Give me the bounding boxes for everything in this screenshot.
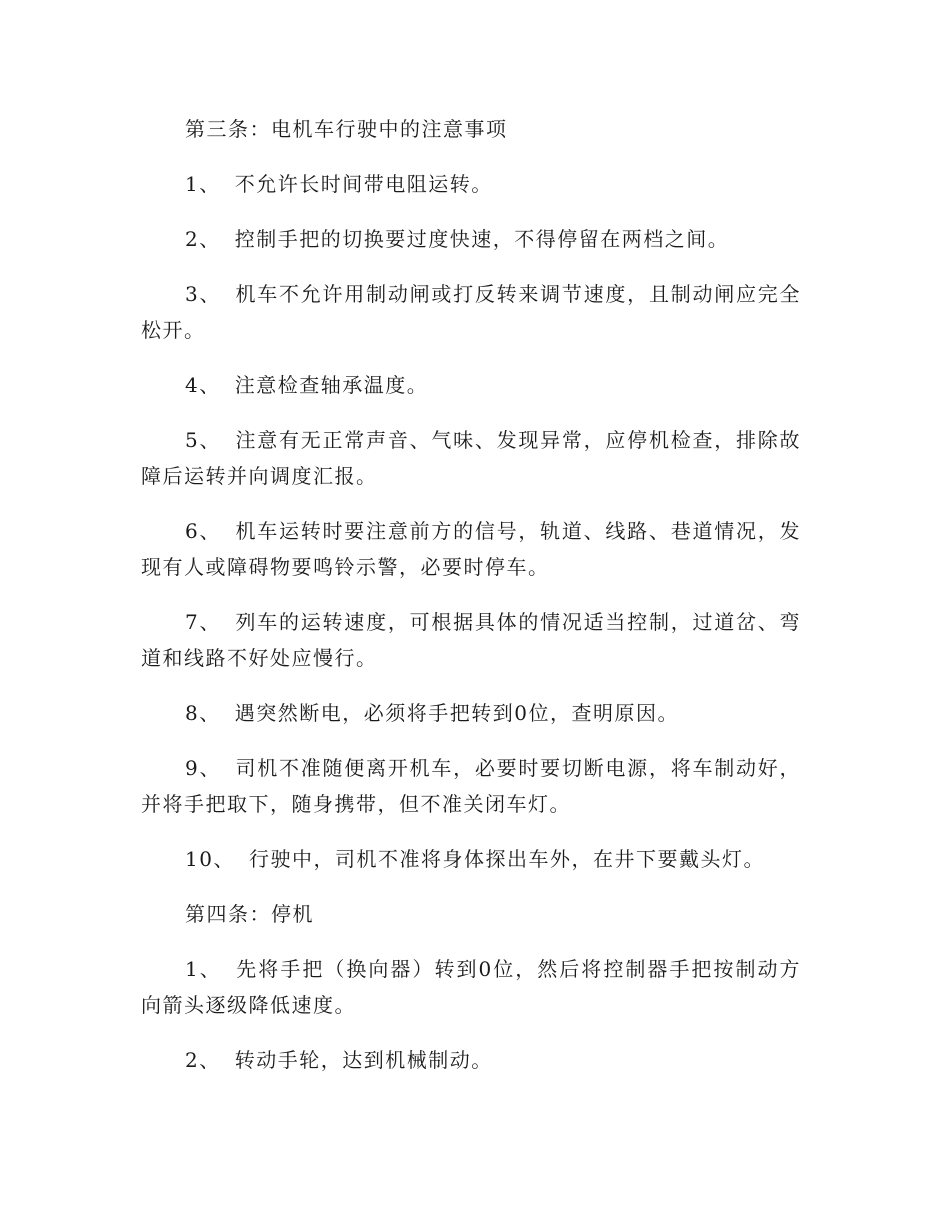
list-item [141, 750, 801, 822]
document-body [141, 111, 801, 1097]
section-3-heading: 第三条：电机车行驶中的注意事项 [185, 117, 508, 141]
item-text: 转动手轮，达到机械制动。 [234, 1048, 493, 1072]
list-item [141, 695, 801, 731]
item-text: 先将手把（换向器）转到0位，然后将控制器手把按制动方向箭头逐级降低速度。 [141, 957, 801, 1017]
list-item [141, 604, 801, 676]
list-item [141, 166, 801, 202]
list-item [141, 841, 801, 877]
item-number: 3、 [185, 282, 222, 306]
section-4-heading: 第四条：停机 [185, 902, 314, 926]
list-item [141, 221, 801, 257]
item-text: 列车的运转速度，可根据具体的情况适当控制，过道岔、弯道和线路不好处应慢行。 [141, 610, 801, 670]
item-number: 1、 [185, 172, 221, 196]
item-text: 遇突然断电，必须将手把转到0位，查明原因。 [234, 701, 679, 725]
list-item [141, 513, 801, 585]
item-number: 7、 [185, 610, 222, 634]
list-item [141, 276, 801, 348]
list-item [141, 367, 801, 403]
item-number: 1、 [185, 957, 222, 981]
list-item [141, 422, 801, 494]
item-text: 机车不允许用制动闸或打反转来调节速度，且制动闸应完全松开。 [141, 282, 801, 342]
item-number: 8、 [185, 701, 221, 725]
item-text: 控制手把的切换要过度快速，不得停留在两档之间。 [234, 227, 730, 251]
item-number: 6、 [185, 519, 222, 543]
item-number: 9、 [185, 756, 222, 780]
item-text: 行驶中，司机不准将身体探出车外，在井下要戴头灯。 [248, 847, 765, 871]
item-number: 2、 [185, 227, 221, 251]
item-number: 10、 [185, 847, 235, 871]
item-text: 注意有无正常声音、气味、发现异常，应停机检查，排除故障后运转并向调度汇报。 [141, 428, 801, 488]
item-number: 4、 [185, 373, 221, 397]
item-text: 不允许长时间带电阻运转。 [234, 172, 493, 196]
item-text: 司机不准随便离开机车，必要时要切断电源，将车制动好，并将手把取下，随身携带，但不准关闭车灯。 [141, 756, 801, 816]
item-number: 5、 [185, 428, 222, 452]
list-item [141, 951, 801, 1023]
item-number: 2、 [185, 1048, 221, 1072]
item-text: 机车运转时要注意前方的信号，轨道、线路、巷道情况，发现有人或障碍物要鸣铃示警，必要时停车。 [141, 519, 801, 579]
list-item [141, 1042, 801, 1078]
item-text: 注意检查轴承温度。 [234, 373, 429, 397]
